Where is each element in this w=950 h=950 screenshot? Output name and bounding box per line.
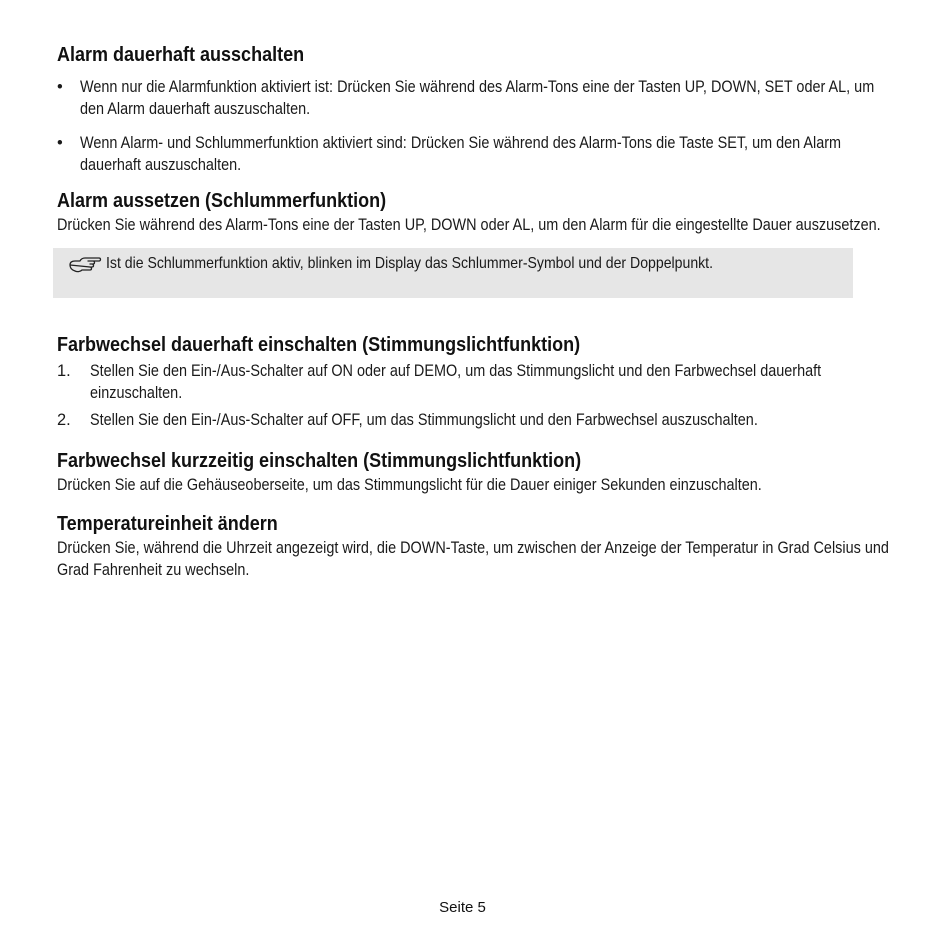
list-item-text: Wenn nur die Alarmfunktion aktiviert ist: Drücken Sie während des Alarm-Tons eine der Tasten UP, DOWN, SET oder AL, um den Alarm dauerhaft auszuschalten. xyxy=(80,78,875,118)
section-heading: Farbwechsel dauerhaft einschalten (Stimmungslichtfunktion) xyxy=(57,334,581,356)
section-snooze xyxy=(57,188,892,298)
bullet-marker: • xyxy=(57,78,63,96)
list-item xyxy=(57,76,892,120)
section-heading: Alarm aussetzen (Schlummerfunktion) xyxy=(57,190,387,212)
list-item-text: Stellen Sie den Ein-/Aus-Schalter auf OFF, um das Stimmungslicht und den Farbwechsel auszuschalten. xyxy=(90,411,758,429)
pointing-hand-icon xyxy=(68,256,102,276)
page-number: Seite 5 xyxy=(439,899,486,916)
list-item-text: Wenn Alarm- und Schlummerfunktion aktiviert sind: Drücken Sie während des Alarm-Tons die Taste SET, um den Alarm dauerhaft auszuschalten. xyxy=(80,134,842,174)
step-number: 2. xyxy=(57,411,71,429)
list-item xyxy=(57,360,892,404)
section-heading: Temperatureinheit ändern xyxy=(57,513,278,535)
section-temperature-unit xyxy=(57,511,892,581)
section-paragraph: Drücken Sie, während die Uhrzeit angezeigt wird, die DOWN-Taste, um zwischen der Anzeige der Temperatur in Grad Celsius und Grad Fahrenheit zu wechseln. xyxy=(57,539,889,579)
bullet-marker: • xyxy=(57,134,63,152)
section-alarm-off xyxy=(57,42,892,176)
numbered-list xyxy=(57,360,892,431)
section-color-permanent xyxy=(57,332,892,431)
list-item xyxy=(57,409,892,431)
document-page xyxy=(57,42,892,581)
section-paragraph: Drücken Sie auf die Gehäuseoberseite, um das Stimmungslicht für die Dauer einiger Sekunden einzuschalten. xyxy=(57,476,762,494)
note-text: Ist die Schlummerfunktion aktiv, blinken im Display das Schlummer-Symbol und der Doppelpunkt. xyxy=(106,255,714,272)
bullet-list xyxy=(57,76,892,176)
section-paragraph: Drücken Sie während des Alarm-Tons eine der Tasten UP, DOWN oder AL, um den Alarm für die eingestellte Dauer auszusetzen. xyxy=(57,216,881,234)
note-box xyxy=(53,248,853,298)
step-number: 1. xyxy=(57,362,71,380)
section-heading: Alarm dauerhaft ausschalten xyxy=(57,44,305,66)
list-item xyxy=(57,132,892,176)
section-heading: Farbwechsel kurzzeitig einschalten (Stimmungslichtfunktion) xyxy=(57,450,582,472)
section-color-temporary xyxy=(57,448,892,496)
list-item-text: Stellen Sie den Ein-/Aus-Schalter auf ON oder auf DEMO, um das Stimmungslicht und den Farbwechsel dauerhaft einzuschalten. xyxy=(90,362,822,402)
